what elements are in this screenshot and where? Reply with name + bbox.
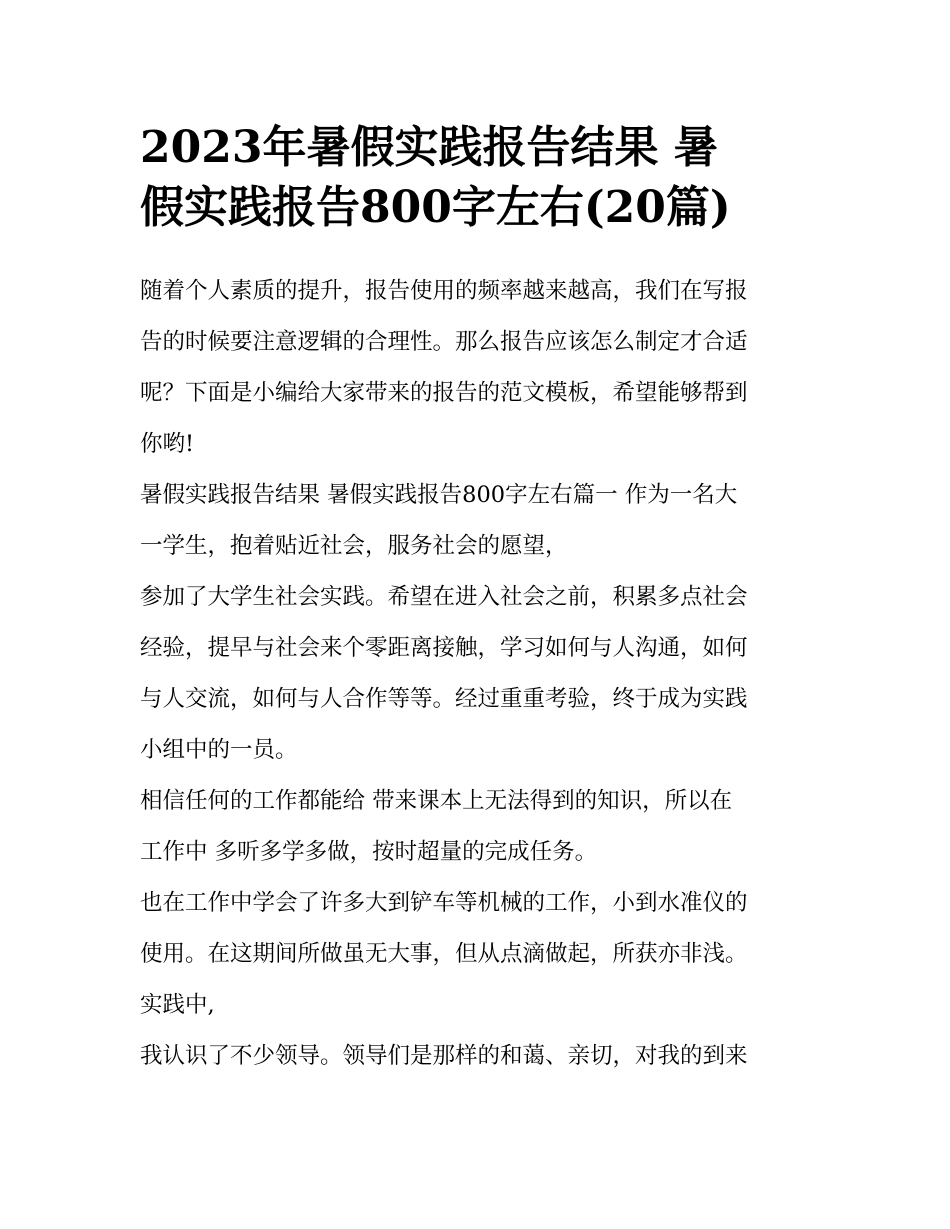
text-line: 工作中 多听多学多做，按时超量的完成任务。 (140, 839, 598, 865)
text-line: 暑假实践报告结果 暑假实践报告800字左右篇一 作为一名大 (140, 482, 738, 508)
text-line: 也在工作中学会了许多大到铲车等机械的工作，小到水准仪的 (140, 890, 748, 916)
text-line: 随着个人素质的提升，报告使用的频率越来越高，我们在写报 (140, 278, 748, 304)
text-line: 经验，提早与社会来个零距离接触，学习如何与人沟通，如何 (140, 635, 748, 661)
text-line: 小组中的一员。 (140, 737, 298, 763)
text-line: 相信任何的工作都能给 带来课本上无法得到的知识，所以在 (140, 788, 733, 814)
paragraph-body (140, 776, 820, 878)
document-content (140, 118, 820, 1082)
paragraph-body (140, 878, 820, 1031)
title-line: 2023年暑假实践报告结果 暑 (140, 122, 718, 173)
document-body (140, 266, 820, 1082)
text-line: 实践中, (140, 992, 215, 1018)
text-line: 呢？下面是小编给大家带来的报告的范文模板，希望能够帮到 (140, 380, 748, 406)
document-title (140, 118, 820, 238)
paragraph-body (140, 572, 820, 776)
text-line: 告的时候要注意逻辑的合理性。那么报告应该怎么制定才合适 (140, 329, 748, 355)
paragraph-body (140, 1031, 820, 1082)
paragraph-intro (140, 266, 820, 470)
text-line: 与人交流，如何与人合作等等。经过重重考验，终于成为实践 (140, 686, 748, 712)
title-line: 假实践报告800字左右(20篇) (140, 182, 731, 233)
text-line: 使用。在这期间所做虽无大事，但从点滴做起，所获亦非浅。 (140, 941, 748, 967)
text-line: 你哟! (140, 431, 195, 457)
text-line: 一学生，抱着贴近社会，服务社会的愿望， (140, 533, 568, 559)
text-line: 参加了大学生社会实践。希望在进入社会之前，积累多点社会 (140, 584, 748, 610)
text-line: 我认识了不少领导。领导们是那样的和蔼、亲切，对我的到来 (140, 1043, 748, 1069)
paragraph-section-heading (140, 470, 820, 572)
